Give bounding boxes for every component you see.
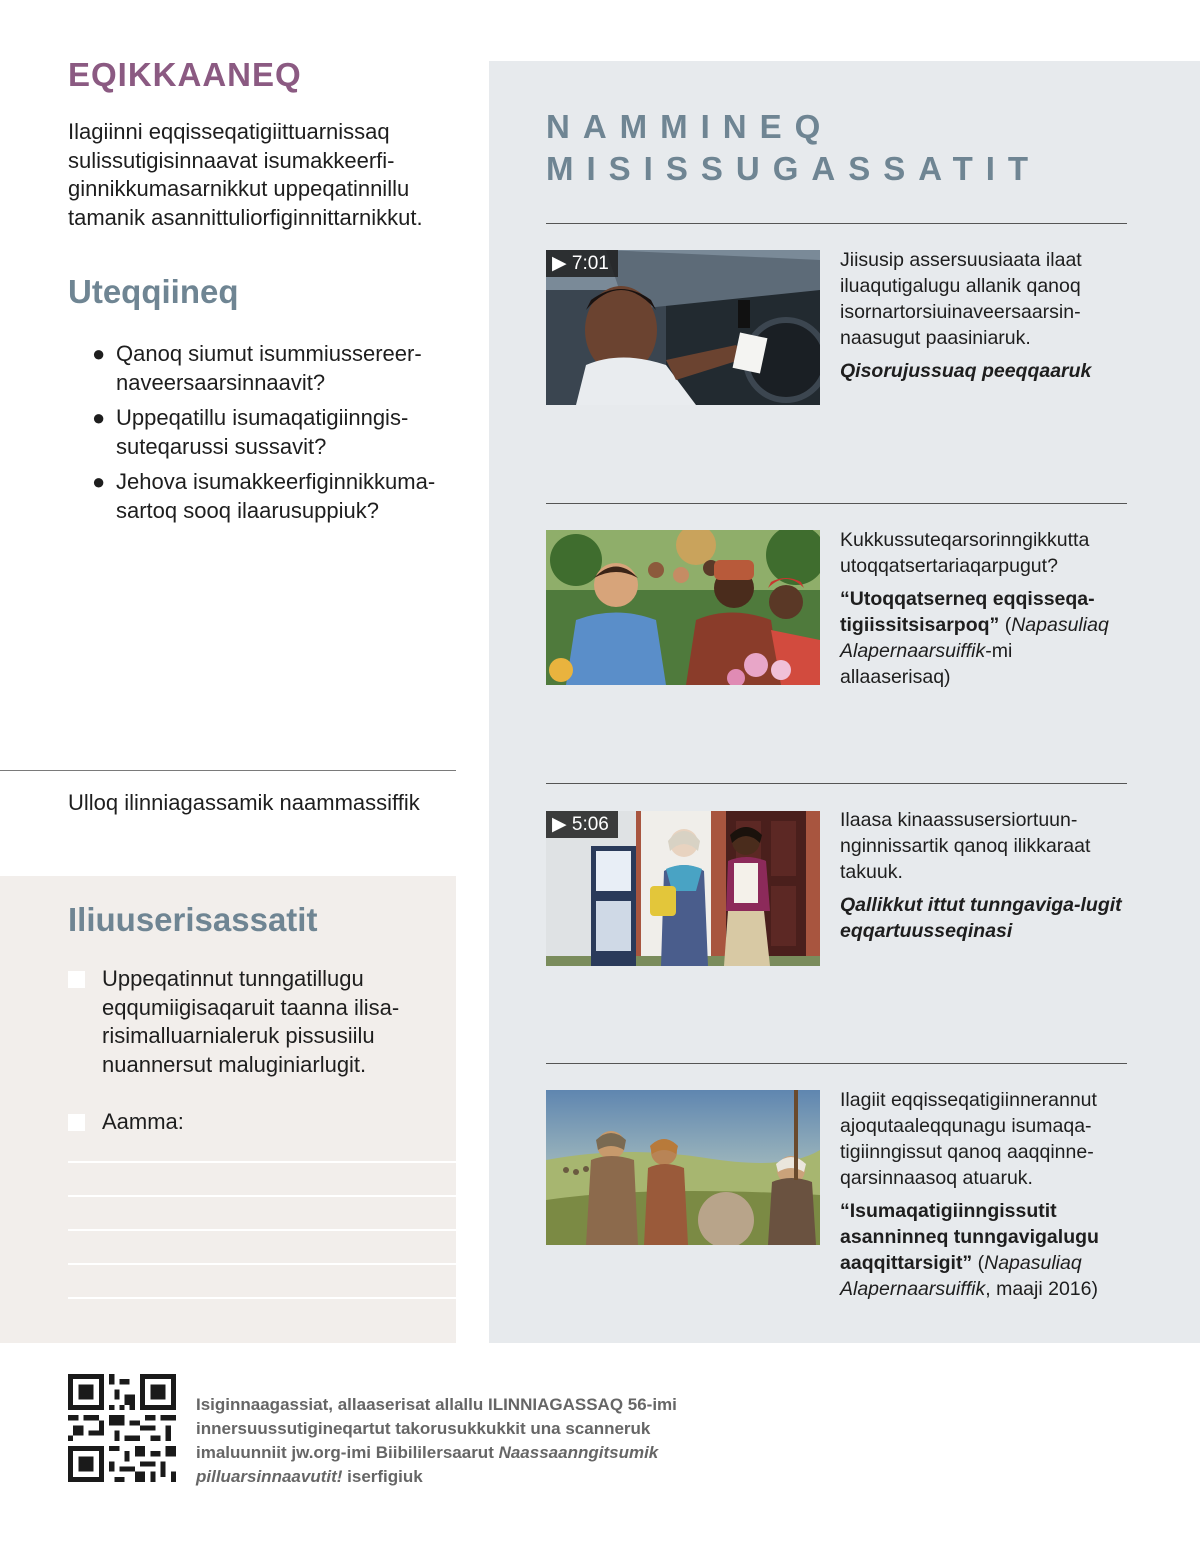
summary-text: Ilagiinni eqqisseqatigiittuarnissaq sulissutigisinnaavat isumakkeerfi-ginnikkumasarnikkut uppeqatinnillu tamanik asannittuliorfiginnittarnikkut. [68, 119, 423, 230]
video-title-link[interactable]: Qisorujussuaq peeqqaaruk [840, 360, 1092, 382]
bullet-icon: ● [92, 341, 106, 366]
divider [546, 223, 1127, 224]
video-duration: ▶ 5:06 [546, 811, 618, 838]
explore-item: Ilagiit eqqisseqatigiinnerannut ajoqutaaleqqunagu isumaqa-tigiinngissut qanoq aaqqinne-qarsinnaasoq atuaruk. “Isumaqatigiinngissutit asanninneq tunngavigalugu aaqqittarsigit” (Napasuliaq Alapernaarsuiffik, maaji 2016) [840, 1087, 1125, 1302]
writing-line[interactable] [68, 1195, 456, 1197]
explore-item: Jiisusip assersuusiaata ilaat iluaqutigalugu allanik qanoq isornartorsiuinaveersaarsin-naasugut paasiniaruk. Qisorujussuaq peeqqaaruk [840, 247, 1125, 384]
checkbox[interactable] [68, 971, 85, 988]
video-thumbnail[interactable] [546, 250, 820, 405]
summary-heading: EQIKKAANEQ [68, 56, 302, 93]
article-title-link[interactable]: “Isumaqatigiinngissutit asanninneq tunngavigalugu aaqqittarsigit” [840, 1200, 1099, 1274]
people-greeting-image [546, 530, 820, 685]
divider [546, 503, 1127, 504]
review-question: ● Qanoq siumut isummiussereer-naveersaarsinnaavit? [92, 341, 422, 395]
video-duration: ▶ 7:01 [546, 250, 618, 277]
explore-item: Ilaasa kinaassusersiortuun-nginnissartik qanoq ilikkaraat takuuk. Qallikkut ittut tunngaviga-lugit eqqartuusseqinasi [840, 807, 1125, 944]
men-talking-image [546, 1090, 820, 1245]
review-question: ● Uppeqatillu isumaqatigiinngis-suteqarussi sussavit? [92, 405, 409, 459]
article-thumbnail[interactable] [546, 1090, 820, 1245]
bullet-icon: ● [92, 405, 106, 430]
writing-line[interactable] [68, 1263, 456, 1265]
video-thumbnail[interactable] [546, 811, 820, 966]
video-title-link[interactable]: Qallikkut ittut tunngaviga-lugit eqqartuusseqinasi [840, 894, 1122, 942]
task-item: Uppeqatinnut tunngatillugu eqqumiigisaqaruit taanna ilisa-risimalluarnialeruk pissusiilu nuannersut maluginiarlugit. [68, 965, 438, 1079]
article-thumbnail[interactable] [546, 530, 820, 685]
review-heading: Uteqqiineq [68, 273, 239, 310]
bullet-icon: ● [92, 469, 106, 494]
review-question: ● Jehova isumakkeerfiginnikkuma-sartoq sooq ilaarusuppiuk? [92, 469, 436, 523]
writing-line[interactable] [68, 1297, 456, 1299]
explore-item: Kukkussuteqarsorinngikkutta utoqqatsertariaqarpugut? “Utoqqatserneq eqqisseqa-tigiissitsisarpoq” (Napasuliaq Alapernaarsuiffik-mi allaaserisaq) [840, 527, 1125, 690]
brochure-title: Naassaanngitsumik pilluarsinnaavutit! [196, 1443, 659, 1486]
completion-date-label: Ulloq ilinniagassamik naammassiffik [68, 790, 420, 815]
writing-line[interactable] [68, 1229, 456, 1231]
divider [546, 1063, 1127, 1064]
qr-code-icon[interactable] [68, 1374, 176, 1482]
explore-heading: NAMMINEQ MISISSUGASSATIT [546, 108, 1042, 187]
checkbox[interactable] [68, 1114, 85, 1131]
writing-line[interactable] [68, 1161, 456, 1163]
article-title-link[interactable]: “Utoqqatserneq eqqisseqa-tigiissitsisarpoq” [840, 588, 1095, 636]
divider [546, 783, 1127, 784]
tasks-box [0, 876, 456, 1343]
task-item: Aamma: [68, 1108, 438, 1137]
article-title: “Utoqqatserneq eqqisseqa-tigiissitsisarpoq” (Napasuliaq Alapernaarsuiffik-mi allaaserisaq) [840, 588, 1109, 688]
review-list [92, 340, 462, 532]
tasks-heading: Iliuuserisassatit [68, 901, 318, 938]
article-title: “Isumaqatigiinngissutit asanninneq tunngavigalugu aaqqittarsigit” (Napasuliaq Alapernaarsuiffik, maaji 2016) [840, 1200, 1099, 1300]
footer-note: Isiginnaagassiat, allaaserisat allallu ILINNIAGASSAQ 56-imi innersuussutigineqartut takorusukkukkit una scanneruk imaluunniit jw.org-imi Biibililersaarut Naassaanngitsumik pilluarsinnaavutit! iserfigiuk [196, 1395, 677, 1486]
divider [0, 770, 456, 771]
